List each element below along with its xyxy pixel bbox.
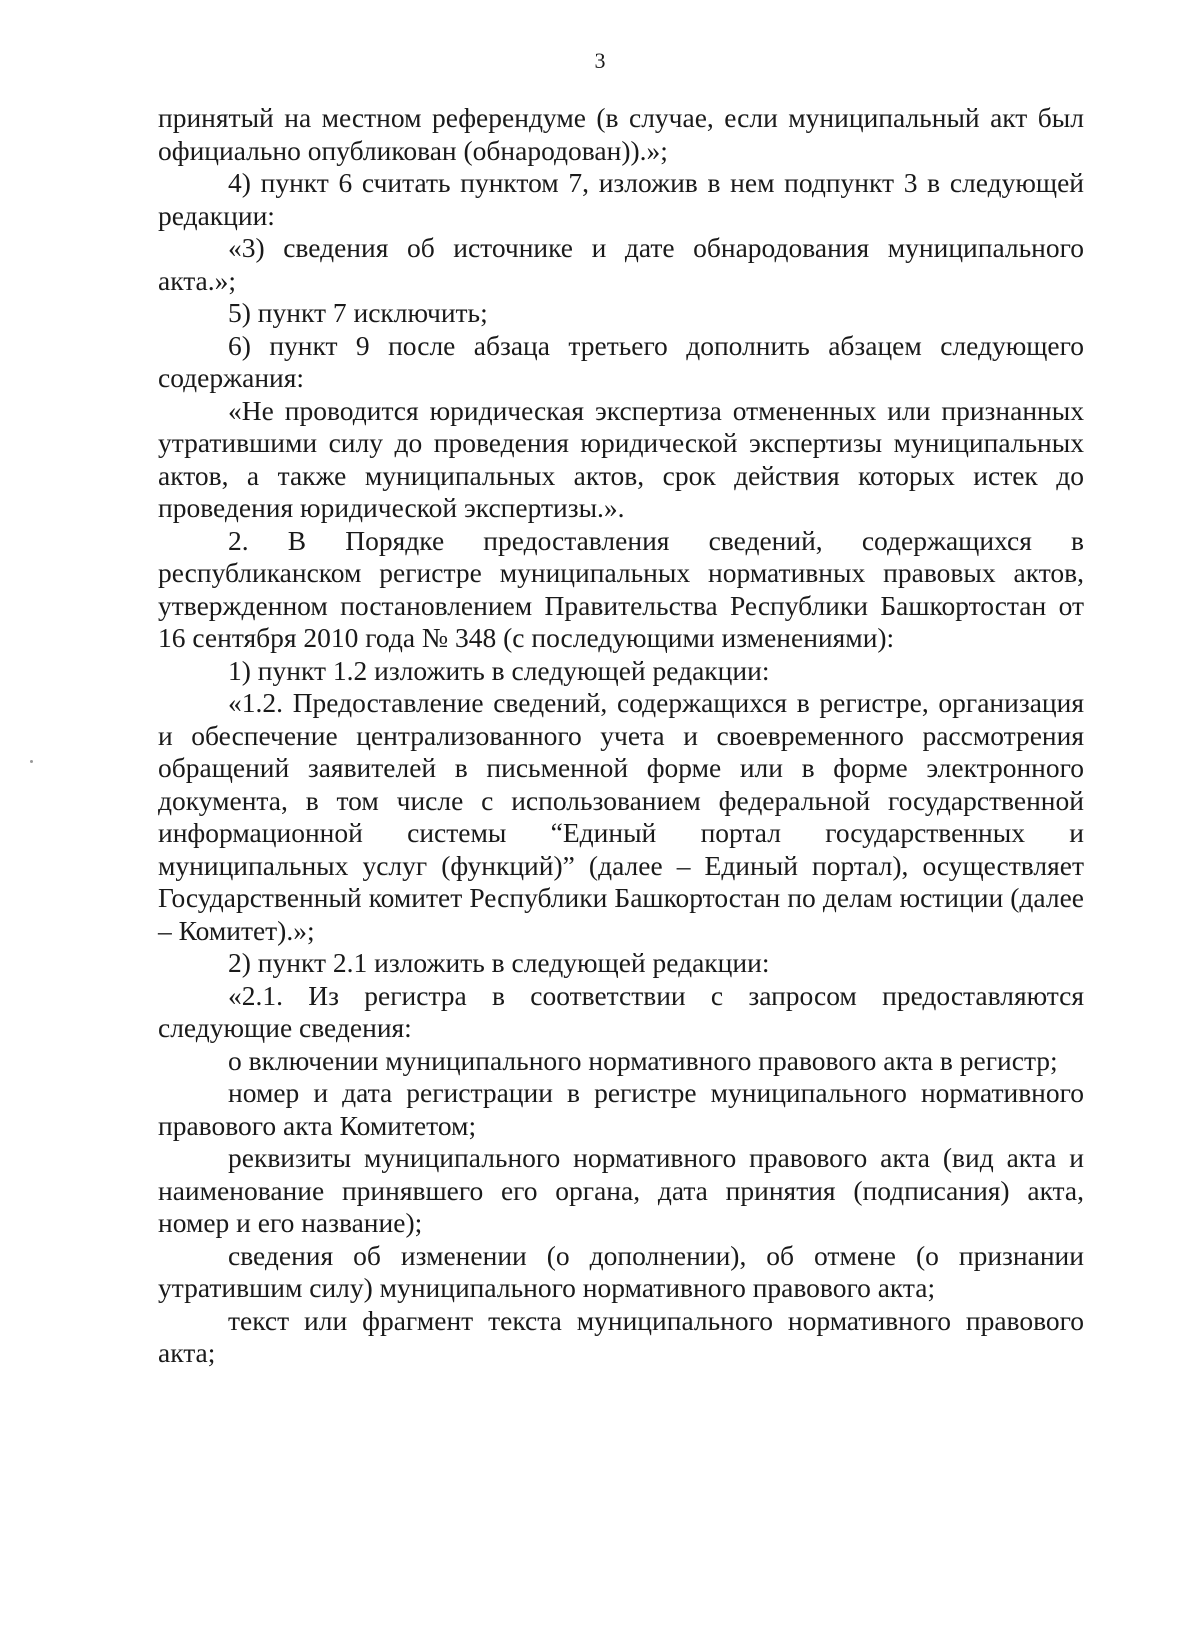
paragraph: «1.2. Предоставление сведений, содержащихся в регистре, организация и обеспечение централизованного учета и своевременного рассмотрения обращений заявителей в письменной форме или в форме электронного документа, в том числе с использованием федеральной государственной информационной системы “Единый портал государственных и муниципальных услуг (функций)” (далее – Единый портал), осуществляет Государственный комитет Республики Башкортостан по делам юстиции (далее – Комитет).»;	[158, 687, 1084, 946]
paragraph: 2) пункт 2.1 изложить в следующей редакции:	[228, 947, 770, 978]
paragraph: о включении муниципального нормативного правового акта в регистр;	[228, 1044, 1058, 1076]
paragraph: 1) пункт 1.2 изложить в следующей редакции:	[228, 654, 770, 686]
paragraph: 6) пункт 9 после абзаца третьего дополнить абзацем следующего содержания:	[158, 329, 1084, 393]
page-number: 3	[594, 48, 606, 73]
paragraph: текст или фрагмент текста муниципального нормативного правового акта;	[158, 1304, 1084, 1368]
paragraph: сведения об изменении (о дополнении), об отмене (о признании утратившим силу) муниципального нормативного правового акта;	[158, 1239, 1084, 1303]
paragraph: «2.1. Из регистра в соответствии с запросом предоставляются следующие сведения:	[158, 979, 1084, 1043]
paragraph: 4) пункт 6 считать пунктом 7, изложив в нем подпункт 3 в следующей редакции:	[158, 167, 1084, 231]
scan-artifact	[30, 760, 33, 763]
paragraph: 5) пункт 7 исключить;	[228, 297, 488, 328]
paragraph: номер и дата регистрации в регистре муниципального нормативного правового акта Комитетом;	[158, 1077, 1084, 1141]
paragraph: реквизиты муниципального нормативного правового акта (вид акта и наименование принявшего его органа, дата принятия (подписания) акта, номер и его название);	[158, 1142, 1084, 1238]
document-body	[158, 102, 1084, 1370]
paragraph: «Не проводится юридическая экспертиза отмененных или признанных утратившими силу до проведения юридической экспертизы муниципальных актов, а также муниципальных актов, срок действия которых истек до проведения юридической экспертизы.».	[158, 394, 1084, 523]
paragraph: 2. В Порядке предоставления сведений, содержащихся в республиканском регистре муниципальных нормативных правовых актов, утвержденном постановлением Правительства Республики Башкортостан от 16 сентября 2010 года № 348 (с последующими изменениями):	[158, 524, 1084, 653]
paragraph: принятый на местном референдуме (в случае, если муниципальный акт был официально опубликован (обнародован)).»;	[158, 102, 1084, 166]
paragraph: «3) сведения об источнике и дате обнародования муниципального акта.»;	[158, 232, 1084, 296]
